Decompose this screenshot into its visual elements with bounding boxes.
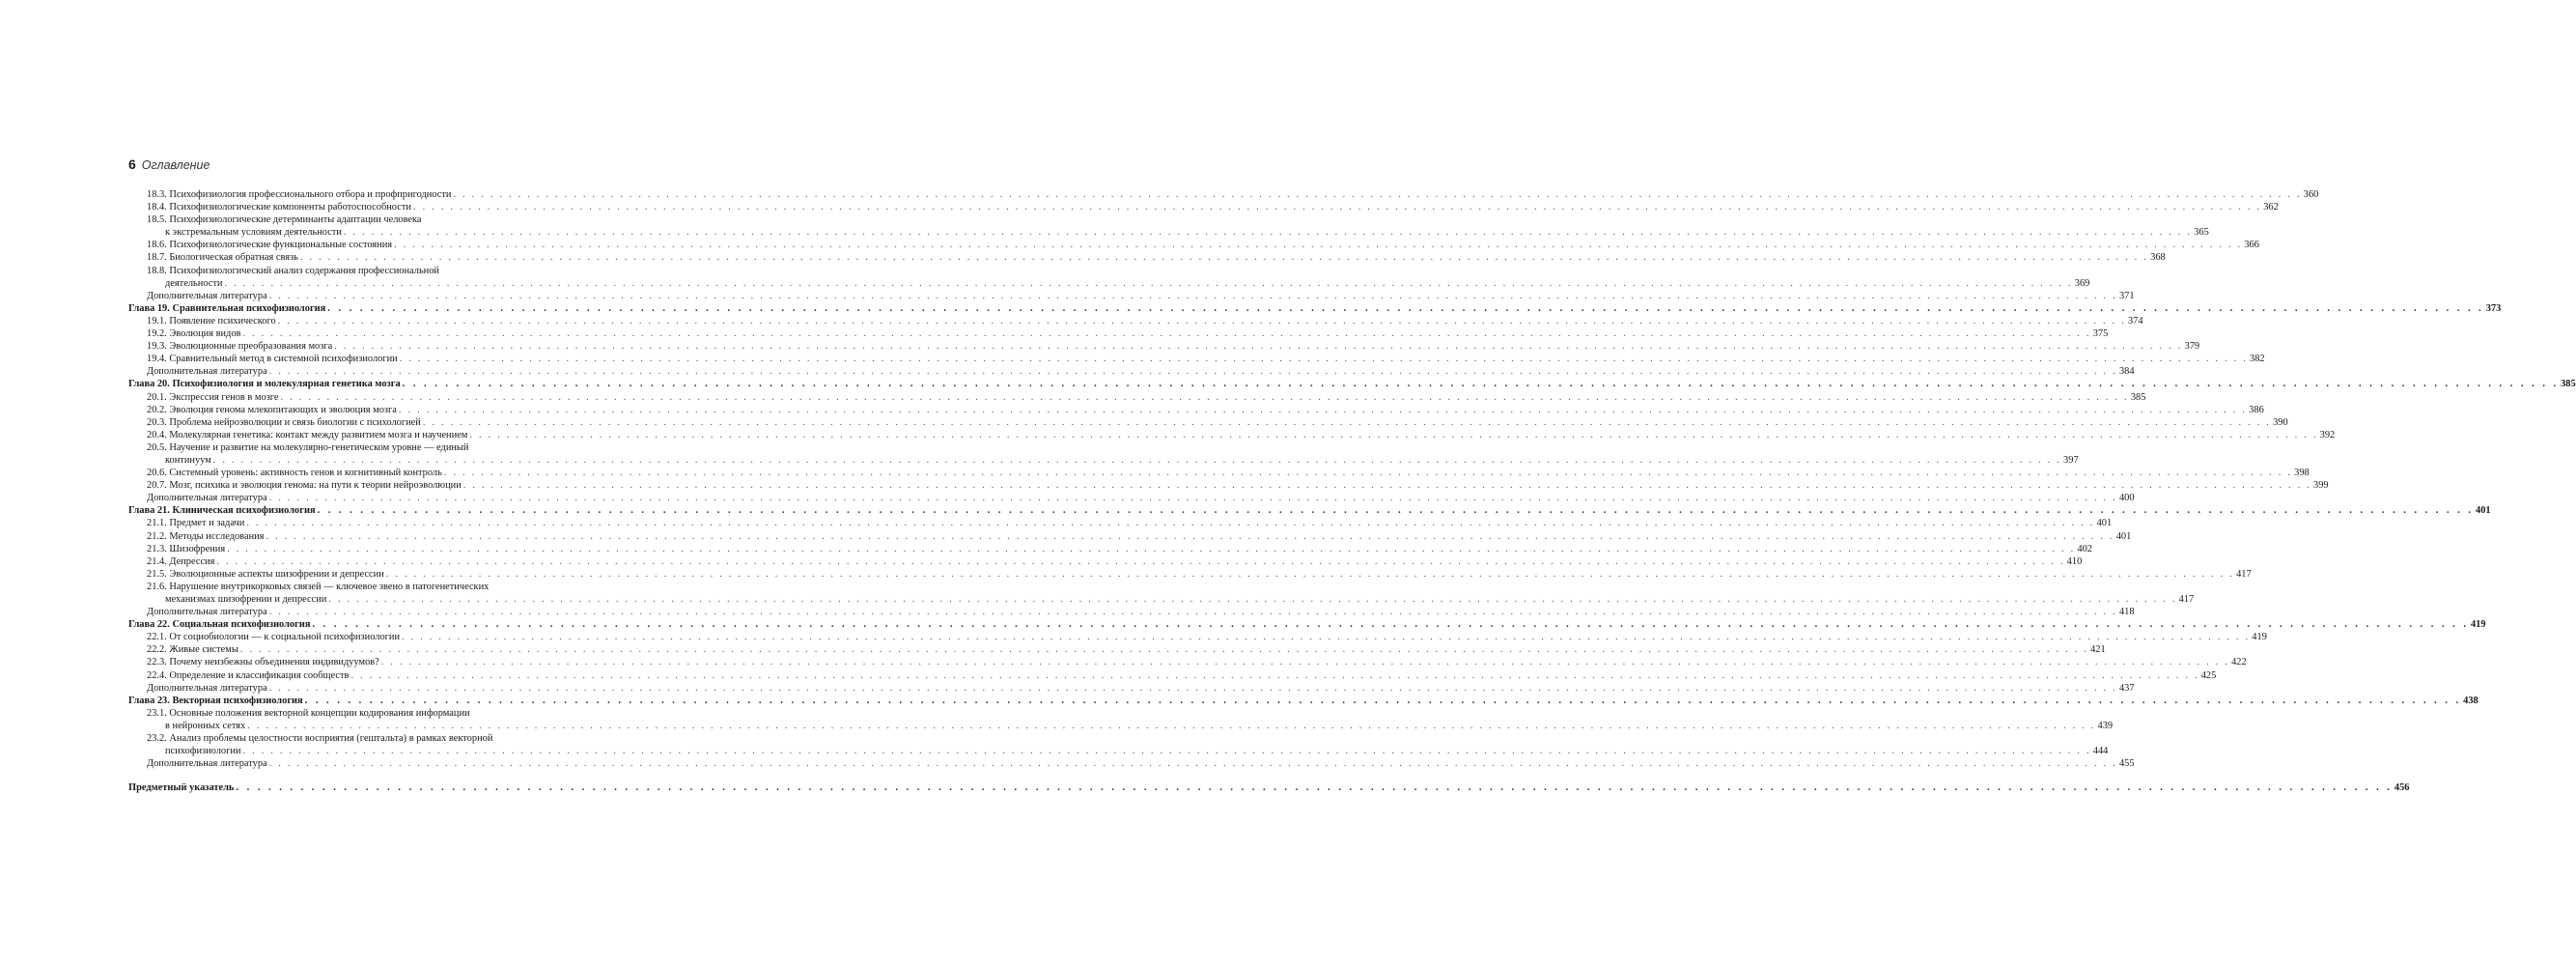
toc-page-number: 386 bbox=[2249, 404, 2264, 415]
toc-entry-title: механизмах шизофрении и депрессии bbox=[165, 594, 327, 605]
toc-entry-title: 22.2. Живые системы bbox=[147, 644, 238, 656]
toc-page-number: 402 bbox=[2077, 543, 2092, 554]
dot-leader: . . . . . . . . . . . . . . . . . . . . . . . . . . . . . . . . . . . . . . . . . . . . . . . . . . . . . . . . . . . . . . . . . . . . . . . . . . . . . . . . . . . . . . . . . . . . . . . . . . . . . . . . . . . . . . . . . . . . . . . . . . . . . . . . . . . . . . . . . . . . . . . . . . . . . . . . . . . . . . . . . . . . . . . . . . . . . . . . . . . . . . . . . . . . . . . . . . . . . . . . bbox=[385, 568, 2235, 580]
toc-entry-title: 21.2. Методы исследования bbox=[147, 530, 265, 542]
toc-page-number: 444 bbox=[2092, 746, 2109, 757]
toc-page-number: 437 bbox=[2118, 682, 2135, 694]
toc-entry[interactable] bbox=[128, 327, 2109, 340]
toc-entry[interactable] bbox=[128, 643, 2106, 656]
toc-entry[interactable] bbox=[128, 555, 2083, 568]
toc-entry[interactable] bbox=[128, 365, 2135, 378]
page-number: 6 bbox=[128, 156, 136, 172]
toc-page-number: 392 bbox=[2319, 429, 2336, 440]
toc-entry-title: Глава 21. Клиническая психофизиология bbox=[128, 505, 316, 517]
page-header bbox=[128, 156, 210, 172]
toc-entry-title: Дополнительная литература bbox=[147, 366, 267, 378]
toc-entry-title: 18.4. Психофизиологические компоненты работоспособности bbox=[147, 202, 411, 213]
toc-page-number: 365 bbox=[2194, 227, 2209, 239]
toc-page-number: 379 bbox=[2184, 341, 2200, 353]
toc-entry-title: 20.3. Проблема нейроэволюции и связь биологии с психологией bbox=[147, 416, 421, 428]
toc-entry-title: Дополнительная литература bbox=[147, 758, 267, 770]
toc-page-number: 410 bbox=[2066, 555, 2083, 567]
toc-entry[interactable] bbox=[128, 543, 2092, 555]
dot-leader: . . . . . . . . . . . . . . . . . . . . . . . . . . . . . . . . . . . . . . . . . . . . . . . . . . . . . . . . . . . . . . . . . . . . . . . . . . . . . . . . . . . . . . . . . . . . . . . . . . . . . . . . . . . . . . . . . . . . . . . . . . . . . . . . . . . . . . . . . . . . . . . . . . . . . . . . . . . . . . . . . . . . . . . . . . . . . . . . . . . . . . . . . . . . . . . . . . . . . . . . bbox=[242, 746, 2091, 757]
toc-entry[interactable] bbox=[128, 467, 2310, 479]
toc-entry-title: 21.5. Эволюционные аспекты шизофрении и депрессии bbox=[147, 568, 384, 580]
toc-page-number: 371 bbox=[2118, 290, 2135, 301]
toc-entry[interactable] bbox=[128, 492, 2135, 504]
dot-leader: . . . . . . . . . . . . . . . . . . . . . . . . . . . . . . . . . . . . . . . . . . . . . . . . . . . . . . . . . . . . . . . . . . . . . . . . . . . . . . . . . . . . . . . . . . . . . . . . . . . . . . . . . . . . . . . . . . . . . . . . . . . . . . . . . . . . . . . . . . . . . . . . . . . . . . . . . . . . . . . . . . . . . . . . . . . . . . . . . . . . . . . . . . . . . . . . . . . . . . . . bbox=[268, 758, 2117, 770]
toc-entry-title: в нейронных сетях bbox=[165, 720, 246, 731]
dot-leader: . . . . . . . . . . . . . . . . . . . . . . . . . . . . . . . . . . . . . . . . . . . . . . . . . . . . . . . . . . . . . . . . . . . . . . . . . . . . . . . . . . . . . . . . . . . . . . . . . . . . . . . . . . . . . . . . . . . . . . . . . . . . . . . . . . . . . . . . . . . . . . . . . . . . . . . . . . . . . . . . . . . . . . . . . . . . . . . . . . . . . . . . . . . . . . . . . . . . . . . . bbox=[453, 189, 2302, 200]
dot-leader: . . . . . . . . . . . . . . . . . . . . . . . . . . . . . . . . . . . . . . . . . . . . . . . . . . . . . . . . . . . . . . . . . . . . . . . . . . . . . . . . . . . . . . . . . . . . . . . . . . . . . . . . . . . . . . . . . . . . . . . . . . . . . . . . . . . . . . . . . . . . . . . . . . . . . . . . . . . . . . . . . . . . . . . . . . . . . . . . . . . . . . . . . . . . . . . . . . . . . . . . bbox=[246, 518, 2095, 529]
dot-leader: . . . . . . . . . . . . . . . . . . . . . . . . . . . . . . . . . . . . . . . . . . . . . . . . . . . . . . . . . . . . . . . . . . . . . . . . . . . . . . . . . . . . . . . . . . . . . . . . . . . . . . . . . . . . . . . . . . . . . . . . . . . . . . . . . . . . . . . . . . . . . . . . . . . . . . . . . . . . . . . . . . . . . . . . . . . . . . . . . . . . . . . . . . . . . . . . . . . . . . . . bbox=[216, 555, 2065, 567]
toc-page-number: 401 bbox=[2096, 518, 2113, 529]
toc-entry-title: Дополнительная литература bbox=[147, 607, 267, 618]
toc-entry-title: континуум bbox=[165, 454, 211, 466]
toc-entry-title: 21.1. Предмет и задачи bbox=[147, 518, 245, 529]
toc-chapter[interactable] bbox=[128, 378, 2576, 390]
dot-leader: . . . . . . . . . . . . . . . . . . . . . . . . . . . . . . . . . . . . . . . . . . . . . . . . . . . . . . . . . . . . . . . . . . . . . . . . . . . . . . . . . . . . . . . . . . . . . . . . . . . . . . . . . . . . . . . . . . . . . . . . . . . . . . . . . . . . . . . . . . . . . . . . . . . . . . . . . . . . . . . . . . . . . . . . . . . . . . . . . . . . . . . . . . . . . . . . . . . . . . . . bbox=[280, 391, 2129, 403]
toc-page-number: 456 bbox=[2394, 782, 2410, 794]
dot-leader: . . . . . . . . . . . . . . . . . . . . . . . . . . . . . . . . . . . . . . . . . . . . . . . . . . . . . . . . . . . . . . . . . . . . . . . . . . . . . . . . . . . . . . . . . . . . . . . . . . . . . . . . . . . . . . . . . . . . . . . . . . . . . . . . . . . . . . . . . . . . . . . . . . . . . . . . . . . . . . . . . . . . . . . . . . . . . . . . . . . . . . . . . . . . . . . . . . . . . . . . bbox=[334, 341, 2183, 353]
dot-leader: . . . . . . . . . . . . . . . . . . . . . . . . . . . . . . . . . . . . . . . . . . . . . . . . . . . . . . . . . . . . . . . . . . . . . . . . . . . . . . . . . . . . . . . . . . . . . . . . . . . . . . . . . . . . . . . . . . . . . . . . . . . . . . . . . . . . . . . . . . . . . . . . . . . . . . . . . . . . . . . . . . . . . . . . . . . . . . . . . . . . . . . . . . . . . . . . . . . . . . . . bbox=[412, 202, 2262, 213]
dot-leader: . . . . . . . . . . . . . . . . . . . . . . . . . . . . . . . . . . . . . . . . . . . . . . . . . . . . . . . . . . . . . . . . . . . . . . . . . . . . . . . . . . . . . . . . . . . . . . . . . . . . . . . . . . . . . . . . . . . . . . . . . . . . . . . . . . . . . . . . . . . . . . . . . . . . . . . . . . . . . . . . . . . . . . . . . . . . . . . . . . . . . . . . . . . . . . . . . . . . . . . . bbox=[247, 720, 2096, 731]
toc-entry-title: Дополнительная литература bbox=[147, 290, 267, 301]
toc-page-number: 390 bbox=[2273, 416, 2288, 428]
toc-entry[interactable] bbox=[128, 391, 2146, 404]
dot-leader: . . . . . . . . . . . . . . . . . . . . . . . . . . . . . . . . . . . . . . . . . . . . . . . . . . . . . . . . . . . . . . . . . . . . . . . . . . . . . . . . . . . . . . . . . . . . . . . . . . . . . . . . . . . . . . . . . . . . . . . . . . . . . . . . . . . . . . . . . . . . . . . . . . . . . . . . . . . . . . . . . . . . . . . . . . . . . . . . . . . . . . . . . . . . . . . . . . . . . . . . bbox=[299, 252, 2149, 264]
dot-leader: . . . . . . . . . . . . . . . . . . . . . . . . . . . . . . . . . . . . . . . . . . . . . . . . . . . . . . . . . . . . . . . . . . . . . . . . . . . . . . . . . . . . . . . . . . . . . . . . . . . . . . . . . . . . . . . . . . . . . . . . . . . . . . . . . . . . . . . . . . . . . . . . . . . . . . . . . . . . . . . . . . . . . . . . . . . . . . . . . . . . . . . . . . . . . . . . . . . . . . . . bbox=[239, 644, 2089, 656]
toc-entry[interactable] bbox=[128, 429, 2336, 441]
toc-page-number: 385 bbox=[2130, 391, 2146, 403]
toc-entry[interactable] bbox=[128, 251, 2166, 264]
toc-page-number: 418 bbox=[2118, 607, 2135, 618]
toc-page-number: 455 bbox=[2118, 758, 2135, 770]
toc-page-number: 419 bbox=[2252, 632, 2267, 643]
toc-entry-title: Дополнительная литература bbox=[147, 682, 267, 694]
dot-leader: . . . . . . . . . . . . . . . . . . . . . . . . . . . . . . . . . . . . . . . . . . . . . . . . . . . . . . . . . . . . . . . . . . . . . . . . . . . . . . . . . . . . . . . . . . . . . . . . . . . . . . . . . . . . . . . . . . . . . . . . . . . . . . . . . . . . . . . . . . . . . . . . . . . . . . . . . . . . . . . . . . . . . . . . . . . . . . . . . . . . . . . . . . . . . . . . . . . . . . . . bbox=[462, 480, 2312, 492]
dot-leader: . . . . . . . . . . . . . . . . . . . . . . . . . . . . . . . . . . . . . . . . . . . . . . . . . . . . . . . . . . . . . . . . . . . . . . . . . . . . . . . . . . . . . . . . . . . . . . . . . . . . . . . . . . . . . . . . . . . . . . . . . . . . . . . . . . . . . . . . . . . . . . . . . . . . . . . . . . . . . . . . . . . . . . . . . . . . . . . . . . . . . . . . . . . . . . . . . . . . . . . . bbox=[312, 619, 2469, 631]
dot-leader: . . . . . . . . . . . . . . . . . . . . . . . . . . . . . . . . . . . . . . . . . . . . . . . . . . . . . . . . . . . . . . . . . . . . . . . . . . . . . . . . . . . . . . . . . . . . . . . . . . . . . . . . . . . . . . . . . . . . . . . . . . . . . . . . . . . . . . . . . . . . . . . . . . . . . . . . . . . . . . . . . . . . . . . . . . . . . . . . . . . . . . . . . . . . . . . . . . . . . . . . bbox=[227, 543, 2076, 554]
toc-entry-title: 19.3. Эволюционные преобразования мозга bbox=[147, 341, 333, 353]
dot-leader: . . . . . . . . . . . . . . . . . . . . . . . . . . . . . . . . . . . . . . . . . . . . . . . . . . . . . . . . . . . . . . . . . . . . . . . . . . . . . . . . . . . . . . . . . . . . . . . . . . . . . . . . . . . . . . . . . . . . . . . . . . . . . . . . . . . . . . . . . . . . . . . . . . . . . . . . . . . . . . . . . . . . . . . . . . . . . . . . . . . . . . . . . . . . . . . . . . . . . . . . bbox=[268, 682, 2117, 694]
toc-entry-title: 18.3. Психофизиология профессионального отбора и профпригодности bbox=[147, 189, 452, 200]
toc-page-number: 419 bbox=[2470, 619, 2486, 631]
toc-page-number: 360 bbox=[2303, 189, 2319, 200]
toc-chapter[interactable] bbox=[128, 618, 2486, 631]
toc-entry[interactable] bbox=[128, 757, 2135, 770]
toc-entry[interactable] bbox=[128, 315, 2143, 327]
toc-entry-continuation[interactable] bbox=[128, 745, 2109, 757]
dot-leader: . . . . . . . . . . . . . . . . . . . . . . . . . . . . . . . . . . . . . . . . . . . . . . . . . . . . . . . . . . . . . . . . . . . . . . . . . . . . . . . . . . . . . . . . . . . . . . . . . . . . . . . . . . . . . . . . . . . . . . . . . . . . . . . . . . . . . . . . . . . . . . . . . . . . . . . . . . . . . . . . . . . . . . . . . . . . . . . . . . . . . . . . . . . . . . . . . . . . . . . . bbox=[317, 505, 2475, 517]
toc-entry-title: 18.7. Биологическая обратная связь bbox=[147, 252, 298, 264]
toc-page-number: 422 bbox=[2231, 657, 2247, 668]
toc-entry-continuation[interactable] bbox=[128, 454, 2079, 467]
toc-entry-title: 18.6. Психофизиологические функциональные состояния bbox=[147, 240, 393, 251]
dot-leader: . . . . . . . . . . . . . . . . . . . . . . . . . . . . . . . . . . . . . . . . . . . . . . . . . . . . . . . . . . . . . . . . . . . . . . . . . . . . . . . . . . . . . . . . . . . . . . . . . . . . . . . . . . . . . . . . . . . . . . . . . . . . . . . . . . . . . . . . . . . . . . . . . . . . . . . . . . . . . . . . . . . . . . . . . . . . . . . . . . . . . . . . . . . . . . . . . . . . . . . . bbox=[343, 227, 2193, 239]
toc-entry-first-line: 20.5. Научение и развитие на молекулярно-генетическом уровне — единый bbox=[147, 441, 469, 453]
toc-entry-first-line: 23.2. Анализ проблемы целостности восприятия (гештальта) в рамках векторной bbox=[147, 733, 493, 745]
toc-page-number: 384 bbox=[2118, 366, 2135, 378]
toc-entry-title: деятельности bbox=[165, 277, 223, 289]
dot-leader: . . . . . . . . . . . . . . . . . . . . . . . . . . . . . . . . . . . . . . . . . . . . . . . . . . . . . . . . . . . . . . . . . . . . . . . . . . . . . . . . . . . . . . . . . . . . . . . . . . . . . . . . . . . . . . . . . . . . . . . . . . . . . . . . . . . . . . . . . . . . . . . . . . . . . . . . . . . . . . . . . . . . . . . . . . . . . . . . . . . . . . . . . . . . . . . . . . . . . . . . bbox=[399, 354, 2248, 365]
toc-page-number: 385 bbox=[2561, 379, 2576, 390]
toc-entry-first-line: 18.5. Психофизиологические детерминанты адаптации человека bbox=[147, 214, 422, 226]
toc-entry-first-line: 21.6. Нарушение внутрикорковых связей — ключевое звено в патогенетических bbox=[147, 581, 490, 592]
toc-entry-title: 20.6. Системный уровень: активность генов и когнитивный контроль bbox=[147, 468, 442, 479]
toc-entry-title: к экстремальным условиям деятельности bbox=[165, 227, 342, 239]
toc-entry-title: Предметный указатель bbox=[128, 782, 235, 794]
toc-entry-continuation[interactable] bbox=[128, 277, 2090, 290]
toc-entry[interactable] bbox=[128, 290, 2135, 302]
toc-entry-title: 21.4. Депрессия bbox=[147, 555, 215, 567]
toc-entry[interactable] bbox=[128, 416, 2288, 429]
dot-leader: . . . . . . . . . . . . . . . . . . . . . . . . . . . . . . . . . . . . . . . . . . . . . . . . . . . . . . . . . . . . . . . . . . . . . . . . . . . . . . . . . . . . . . . . . . . . . . . . . . . . . . . . . . . . . . . . . . . . . . . . . . . . . . . . . . . . . . . . . . . . . . . . . . . . . . . . . . . . . . . . . . . . . . . . . . . . . . . . . . . . . . . . . . . . . . . . . . . . . . . . bbox=[443, 468, 2293, 479]
toc-page-number: 368 bbox=[2150, 252, 2166, 264]
toc-page-number: 417 bbox=[2236, 568, 2252, 580]
toc-entry[interactable] bbox=[128, 669, 2217, 682]
toc-page-number: 382 bbox=[2250, 354, 2265, 365]
dot-leader: . . . . . . . . . . . . . . . . . . . . . . . . . . . . . . . . . . . . . . . . . . . . . . . . . . . . . . . . . . . . . . . . . . . . . . . . . . . . . . . . . . . . . . . . . . . . . . . . . . . . . . . . . . . . . . . . . . . . . . . . . . . . . . . . . . . . . . . . . . . . . . . . . . . . . . . . . . . . . . . . . . . . . . . . . . . . . . . . . . . . . . . . . . . . . . . . . . . . . . . . bbox=[242, 328, 2091, 340]
toc-entry-title: Глава 20. Психофизиология и молекулярная генетика мозга bbox=[128, 379, 401, 390]
dot-leader: . . . . . . . . . . . . . . . . . . . . . . . . . . . . . . . . . . . . . . . . . . . . . . . . . . . . . . . . . . . . . . . . . . . . . . . . . . . . . . . . . . . . . . . . . . . . . . . . . . . . . . . . . . . . . . . . . . . . . . . . . . . . . . . . . . . . . . . . . . . . . . . . . . . . . . . . . . . . . . . . . . . . . . . . . . . . . . . . . . . . . . . . . . . . . . . . . . . . . . . . bbox=[398, 404, 2248, 415]
toc-entry-title: 22.1. От социобиологии — к социальной психофизиологии bbox=[147, 632, 401, 643]
toc-entry[interactable] bbox=[128, 568, 2252, 581]
toc-page-number: 374 bbox=[2127, 315, 2143, 327]
dot-leader: . . . . . . . . . . . . . . . . . . . . . . . . . . . . . . . . . . . . . . . . . . . . . . . . . . . . . . . . . . . . . . . . . . . . . . . . . . . . . . . . . . . . . . . . . . . . . . . . . . . . . . . . . . . . . . . . . . . . . . . . . . . . . . . . . . . . . . . . . . . . . . . . . . . . . . . . . . . . . . . . . . . . . . . . . . . . . . . . . . . . . . . . . . . . . . . . . . . . . . . . bbox=[328, 594, 2177, 605]
dot-leader: . . . . . . . . . . . . . . . . . . . . . . . . . . . . . . . . . . . . . . . . . . . . . . . . . . . . . . . . . . . . . . . . . . . . . . . . . . . . . . . . . . . . . . . . . . . . . . . . . . . . . . . . . . . . . . . . . . . . . . . . . . . . . . . . . . . . . . . . . . . . . . . . . . . . . . . . . . . . . . . . . . . . . . . . . . . . . . . . . . . . . . . . . . . . . . . . . . . . . . . . bbox=[402, 632, 2251, 643]
toc-entry-first-line: 18.8. Психофизиологический анализ содержания профессиональной bbox=[147, 265, 439, 276]
toc-entry[interactable] bbox=[128, 188, 2319, 201]
dot-leader: . . . . . . . . . . . . . . . . . . . . . . . . . . . . . . . . . . . . . . . . . . . . . . . . . . . . . . . . . . . . . . . . . . . . . . . . . . . . . . . . . . . . . . . . . . . . . . . . . . . . . . . . . . . . . . . . . . . . . . . . . . . . . . . . . . . . . . . . . . . . . . . . . . . . . . . . . . . . . . . . . . . . . . . . . . . . . . . . . . . . . . . . . . . . . . . . . . . . . . . . bbox=[394, 240, 2243, 251]
toc-page-number: 375 bbox=[2092, 328, 2109, 340]
toc-chapter[interactable] bbox=[128, 302, 2502, 315]
toc-entry-continuation[interactable] bbox=[128, 226, 2209, 239]
toc-entry-title: психофизиологии bbox=[165, 746, 241, 757]
toc-entry-title: Глава 22. Социальная психофизиология bbox=[128, 619, 311, 631]
dot-leader: . . . . . . . . . . . . . . . . . . . . . . . . . . . . . . . . . . . . . . . . . . . . . . . . . . . . . . . . . . . . . . . . . . . . . . . . . . . . . . . . . . . . . . . . . . . . . . . . . . . . . . . . . . . . . . . . . . . . . . . . . . . . . . . . . . . . . . . . . . . . . . . . . . . . . . . . . . . . . . . . . . . . . . . . . . . . . . . . . . . . . . . . . . . . . . . . . . . . . . . . bbox=[268, 607, 2117, 618]
toc-entry-title: 21.3. Шизофрения bbox=[147, 543, 226, 554]
toc-page-number: 439 bbox=[2097, 720, 2114, 731]
toc-entry-title: 20.2. Эволюция генома млекопитающих и эволюция мозга bbox=[147, 404, 397, 415]
toc-index-entry[interactable] bbox=[128, 781, 2410, 794]
dot-leader: . . . . . . . . . . . . . . . . . . . . . . . . . . . . . . . . . . . . . . . . . . . . . . . . . . . . . . . . . . . . . . . . . . . . . . . . . . . . . . . . . . . . . . . . . . . . . . . . . . . . . . . . . . . . . . . . . . . . . . . . . . . . . . . . . . . . . . . . . . . . . . . . . . . . . . . . . . . . . . . . . . . . . . . . . . . . . . . . . . . . . . . . . . . . . . . . . . . . . . . . bbox=[266, 530, 2114, 542]
toc-entry-title: Глава 19. Сравнительная психофизиология bbox=[128, 302, 326, 314]
toc-page-number: 399 bbox=[2313, 480, 2329, 492]
toc-entry-title: 20.4. Молекулярная генетика: контакт между развитием мозга и научением bbox=[147, 429, 468, 440]
toc-entry-first-line: 23.1. Основные положения векторной концепции кодирования информации bbox=[147, 707, 470, 719]
toc-entry-title: 22.4. Определение и классификация сообществ bbox=[147, 669, 350, 681]
dot-leader: . . . . . . . . . . . . . . . . . . . . . . . . . . . . . . . . . . . . . . . . . . . . . . . . . . . . . . . . . . . . . . . . . . . . . . . . . . . . . . . . . . . . . . . . . . . . . . . . . . . . . . . . . . . . . . . . . . . . . . . . . . . . . . . . . . . . . . . . . . . . . . . . . . . . . . . . . . . . . . . . . . . . . . . . . . . . . . . . . . . . . . . . . . . . . . . . . . . . . . . . bbox=[422, 416, 2272, 428]
toc-entry[interactable] bbox=[128, 656, 2247, 668]
toc-entry[interactable] bbox=[128, 530, 2132, 543]
dot-leader: . . . . . . . . . . . . . . . . . . . . . . . . . . . . . . . . . . . . . . . . . . . . . . . . . . . . . . . . . . . . . . . . . . . . . . . . . . . . . . . . . . . . . . . . . . . . . . . . . . . . . . . . . . . . . . . . . . . . . . . . . . . . . . . . . . . . . . . . . . . . . . . . . . . . . . . . . . . . . . . . . . . . . . . . . . . . . . . . . . . . . . . . . . . . . . . . . . . . . . . . bbox=[236, 782, 2393, 794]
toc-chapter[interactable] bbox=[128, 504, 2491, 517]
toc-page-number: 421 bbox=[2090, 644, 2106, 656]
toc-page-number: 369 bbox=[2074, 277, 2090, 289]
toc-entry[interactable] bbox=[128, 479, 2329, 492]
dot-leader: . . . . . . . . . . . . . . . . . . . . . . . . . . . . . . . . . . . . . . . . . . . . . . . . . . . . . . . . . . . . . . . . . . . . . . . . . . . . . . . . . . . . . . . . . . . . . . . . . . . . . . . . . . . . . . . . . . . . . . . . . . . . . . . . . . . . . . . . . . . . . . . . . . . . . . . . . . . . . . . . . . . . . . . . . . . . . . . . . . . . . . . . . . . . . . . . . . . . . . . . bbox=[268, 366, 2117, 378]
dot-leader: . . . . . . . . . . . . . . . . . . . . . . . . . . . . . . . . . . . . . . . . . . . . . . . . . . . . . . . . . . . . . . . . . . . . . . . . . . . . . . . . . . . . . . . . . . . . . . . . . . . . . . . . . . . . . . . . . . . . . . . . . . . . . . . . . . . . . . . . . . . . . . . . . . . . . . . . . . . . . . . . . . . . . . . . . . . . . . . . . . . . . . . . . . . . . . . . . . . . . . . . bbox=[277, 315, 2126, 327]
toc-entry-title: 19.1. Появление психического bbox=[147, 315, 276, 327]
toc-entry[interactable] bbox=[128, 201, 2279, 213]
toc-spacer bbox=[128, 770, 553, 781]
toc-entry-title: Глава 23. Векторная психофизиология bbox=[128, 695, 303, 706]
running-title: Оглавление bbox=[141, 158, 210, 172]
toc-page-number: 397 bbox=[2063, 454, 2079, 466]
toc-page-number: 398 bbox=[2294, 468, 2310, 479]
toc-entry[interactable] bbox=[128, 517, 2113, 529]
toc-entry-title: 22.3. Почему неизбежны объединения индивидуумов? bbox=[147, 657, 379, 668]
toc-chapter[interactable] bbox=[128, 695, 2478, 707]
dot-leader: . . . . . . . . . . . . . . . . . . . . . . . . . . . . . . . . . . . . . . . . . . . . . . . . . . . . . . . . . . . . . . . . . . . . . . . . . . . . . . . . . . . . . . . . . . . . . . . . . . . . . . . . . . . . . . . . . . . . . . . . . . . . . . . . . . . . . . . . . . . . . . . . . . . . . . . . . . . . . . . . . . . . . . . . . . . . . . . . . . . . . . . . . . . . . . . . . . . . . . . . bbox=[469, 429, 2318, 440]
toc-entry-title: 20.1. Экспрессия генов в мозге bbox=[147, 391, 279, 403]
toc-entry[interactable] bbox=[128, 682, 2135, 695]
toc-entry-continuation[interactable] bbox=[128, 720, 2114, 732]
dot-leader: . . . . . . . . . . . . . . . . . . . . . . . . . . . . . . . . . . . . . . . . . . . . . . . . . . . . . . . . . . . . . . . . . . . . . . . . . . . . . . . . . . . . . . . . . . . . . . . . . . . . . . . . . . . . . . . . . . . . . . . . . . . . . . . . . . . . . . . . . . . . . . . . . . . . . . . . . . . . . . . . . . . . . . . . . . . . . . . . . . . . . . . . . . . . . . . . . . . . . . . . bbox=[268, 493, 2117, 504]
toc-entry[interactable] bbox=[128, 239, 2259, 251]
toc-entry-continuation[interactable] bbox=[128, 593, 2195, 606]
dot-leader: . . . . . . . . . . . . . . . . . . . . . . . . . . . . . . . . . . . . . . . . . . . . . . . . . . . . . . . . . . . . . . . . . . . . . . . . . . . . . . . . . . . . . . . . . . . . . . . . . . . . . . . . . . . . . . . . . . . . . . . . . . . . . . . . . . . . . . . . . . . . . . . . . . . . . . . . . . . . . . . . . . . . . . . . . . . . . . . . . . . . . . . . . . . . . . . . . . . . . . . . bbox=[212, 454, 2062, 466]
toc-page-number: 438 bbox=[2463, 695, 2478, 706]
toc-page-number: 401 bbox=[2476, 505, 2491, 517]
toc-entry[interactable] bbox=[128, 631, 2267, 643]
toc-page-number: 400 bbox=[2118, 493, 2135, 504]
toc-entry[interactable] bbox=[128, 606, 2135, 618]
toc-entry[interactable] bbox=[128, 340, 2200, 353]
dot-leader: . . . . . . . . . . . . . . . . . . . . . . . . . . . . . . . . . . . . . . . . . . . . . . . . . . . . . . . . . . . . . . . . . . . . . . . . . . . . . . . . . . . . . . . . . . . . . . . . . . . . . . . . . . . . . . . . . . . . . . . . . . . . . . . . . . . . . . . . . . . . . . . . . . . . . . . . . . . . . . . . . . . . . . . . . . . . . . . . . . . . . . . . . . . . . . . . . . . . . . . . bbox=[327, 302, 2484, 314]
dot-leader: . . . . . . . . . . . . . . . . . . . . . . . . . . . . . . . . . . . . . . . . . . . . . . . . . . . . . . . . . . . . . . . . . . . . . . . . . . . . . . . . . . . . . . . . . . . . . . . . . . . . . . . . . . . . . . . . . . . . . . . . . . . . . . . . . . . . . . . . . . . . . . . . . . . . . . . . . . . . . . . . . . . . . . . . . . . . . . . . . . . . . . . . . . . . . . . . . . . . . . . . bbox=[224, 277, 2073, 289]
toc-page-number: 373 bbox=[2485, 302, 2502, 314]
toc-entry-title: Дополнительная литература bbox=[147, 493, 267, 504]
dot-leader: . . . . . . . . . . . . . . . . . . . . . . . . . . . . . . . . . . . . . . . . . . . . . . . . . . . . . . . . . . . . . . . . . . . . . . . . . . . . . . . . . . . . . . . . . . . . . . . . . . . . . . . . . . . . . . . . . . . . . . . . . . . . . . . . . . . . . . . . . . . . . . . . . . . . . . . . . . . . . . . . . . . . . . . . . . . . . . . . . . . . . . . . . . . . . . . . . . . . . . . . bbox=[402, 379, 2560, 390]
toc-entry[interactable] bbox=[128, 353, 2265, 365]
table-of-contents bbox=[128, 188, 2576, 794]
toc-page-number: 425 bbox=[2200, 669, 2217, 681]
dot-leader: . . . . . . . . . . . . . . . . . . . . . . . . . . . . . . . . . . . . . . . . . . . . . . . . . . . . . . . . . . . . . . . . . . . . . . . . . . . . . . . . . . . . . . . . . . . . . . . . . . . . . . . . . . . . . . . . . . . . . . . . . . . . . . . . . . . . . . . . . . . . . . . . . . . . . . . . . . . . . . . . . . . . . . . . . . . . . . . . . . . . . . . . . . . . . . . . . . . . . . . . bbox=[380, 657, 2230, 668]
toc-entry[interactable] bbox=[128, 404, 2264, 416]
toc-entry-title: 20.7. Мозг, психика и эволюция генома: на пути к теории нейроэволюции bbox=[147, 480, 462, 492]
dot-leader: . . . . . . . . . . . . . . . . . . . . . . . . . . . . . . . . . . . . . . . . . . . . . . . . . . . . . . . . . . . . . . . . . . . . . . . . . . . . . . . . . . . . . . . . . . . . . . . . . . . . . . . . . . . . . . . . . . . . . . . . . . . . . . . . . . . . . . . . . . . . . . . . . . . . . . . . . . . . . . . . . . . . . . . . . . . . . . . . . . . . . . . . . . . . . . . . . . . . . . . . bbox=[268, 290, 2117, 301]
toc-page-number: 417 bbox=[2178, 594, 2195, 605]
dot-leader: . . . . . . . . . . . . . . . . . . . . . . . . . . . . . . . . . . . . . . . . . . . . . . . . . . . . . . . . . . . . . . . . . . . . . . . . . . . . . . . . . . . . . . . . . . . . . . . . . . . . . . . . . . . . . . . . . . . . . . . . . . . . . . . . . . . . . . . . . . . . . . . . . . . . . . . . . . . . . . . . . . . . . . . . . . . . . . . . . . . . . . . . . . . . . . . . . . . . . . . . bbox=[304, 695, 2462, 706]
dot-leader: . . . . . . . . . . . . . . . . . . . . . . . . . . . . . . . . . . . . . . . . . . . . . . . . . . . . . . . . . . . . . . . . . . . . . . . . . . . . . . . . . . . . . . . . . . . . . . . . . . . . . . . . . . . . . . . . . . . . . . . . . . . . . . . . . . . . . . . . . . . . . . . . . . . . . . . . . . . . . . . . . . . . . . . . . . . . . . . . . . . . . . . . . . . . . . . . . . . . . . . . bbox=[350, 669, 2199, 681]
toc-page-number: 362 bbox=[2263, 202, 2279, 213]
toc-page-number: 401 bbox=[2115, 530, 2132, 542]
toc-entry-title: 19.4. Сравнительный метод в системной психофизиологии bbox=[147, 354, 398, 365]
toc-page-number: 366 bbox=[2244, 240, 2259, 251]
toc-entry-title: 19.2. Эволюция видов bbox=[147, 328, 241, 340]
